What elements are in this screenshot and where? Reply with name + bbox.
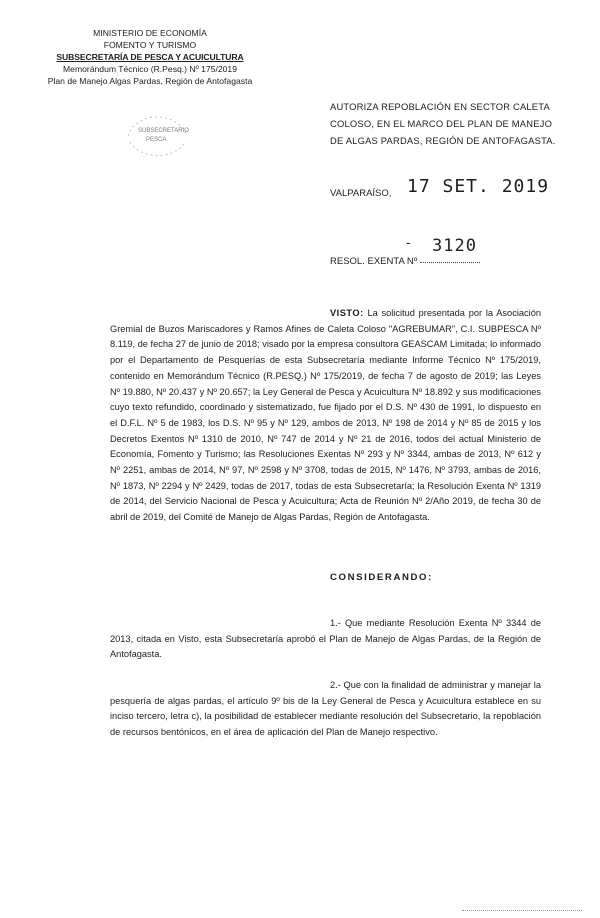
signature-line [462, 910, 582, 911]
plan-reference: Plan de Manejo Algas Pardas, Región de Antofagasta [47, 76, 253, 86]
visto-heading: VISTO: [330, 308, 364, 318]
considerando-heading: CONSIDERANDO: [330, 572, 433, 583]
ministry-subtitle: FOMENTO Y TURISMO [103, 40, 197, 50]
ministry-name: MINISTERIO DE ECONOMÍA [93, 28, 207, 38]
resolution-underline [420, 262, 480, 263]
resolution-number: 3120 [432, 236, 477, 256]
considerando-item-1: 1.- Que mediante Resolución Exenta Nº 3344 de 2013, citada en Visto, esta Subsecretaría aprobó el Plan de Manejo de Algas Pardas, de la Región de Antofagasta. [110, 618, 541, 660]
considerando-item-2: 2.- Que con la finalidad de administrar y manejar la pesquería de algas pardas, el artículo 9º bis de la Ley General de Pesca y Acuicultura establece en su inciso tercero, letra c), la posibilidad de establecer mediante resolución del Subsecretario, la repoblación de recursos bentónicos, en el área de aplicación del Plan de Manejo respectivo. [110, 680, 541, 738]
resolution-label: RESOL. EXENTA Nº [330, 256, 418, 267]
letterhead [30, 27, 270, 87]
memo-reference: Memorándum Técnico (R.Pesq.) Nº 175/2019 [63, 64, 237, 74]
official-stamp [118, 108, 196, 166]
visto-text: La solicitud presentada por la Asociación Gremial de Buzos Mariscadores y Ramos Afines de Caleta Coloso "AGREBUMAR", C.I. SUBPESCA Nº 8.119, de fecha 27 de junio de 2018; visado por la empresa consultora GEASCAM Limitada; lo informado por el Departamento de Pesquerías de esta Subsecretaría mediante Informe Técnico Nº 175/2019, contenido en Memorándum Técnico (R.PESQ.) Nº 175/2019, de fecha 7 de agosto de 2019; las Leyes Nº 19.880, Nº 20.437 y Nº 20.657; la Ley General de Pesca y Acuicultura Nº 18.892 y sus modificaciones cuyo texto refundido, coordinado y sistematizado, fue fijado por el D.S. Nº 430 de 1991, lo dispuesto en el D.F.L. Nº 5 de 1983, los D.S. Nº 95 y Nº 129, ambos de 2013, Nº 198 de 2014 y Nº 85 de 2015 y los Decretos Exentos Nº 1310 de 2010, Nº 747 de 2014 y Nº 21 de 2016, todos del actual Ministerio de Economía, Fomento y Turismo; las Resoluciones Exentas Nº 293 y Nº 3344, ambas de 2013, Nº 612 y Nº 2251, ambas de 2014, Nº 97, Nº 2598 y Nº 3708, todas de 2015, Nº 1476, Nº 3793, ambas de 2016, Nº 1873, Nº 2294 y Nº 2429, todas de 2017, todas de esta Subsecretaría; la Resolución Exenta Nº 1319 de 2014, del Servicio Nacional de Pesca y Acuicultura; Acta de Reunión Nº 2/Año 2019, de fecha 30 de abril de 2019, del Comité de Manejo de Algas Pardas, Región de Antofagasta. [110, 308, 541, 523]
subsecretaria-name: SUBSECRETARÍA DE PESCA Y ACUICULTURA [56, 52, 244, 62]
stamp-text-1: SUBSECRETARIO [138, 128, 189, 134]
date-label: VALPARAÍSO, [330, 188, 392, 199]
resolution-dash: - [406, 234, 411, 250]
document-title: AUTORIZA REPOBLACIÓN EN SECTOR CALETA COLOSO, EN EL MARCO DEL PLAN DE MANEJO DE ALGAS PARDAS, REGIÓN DE ANTOFAGASTA. [330, 101, 556, 146]
date-stamp: 17 SET. 2019 [407, 176, 550, 197]
visto-paragraph [110, 306, 541, 526]
stamp-text-2: PESCA [146, 137, 167, 143]
